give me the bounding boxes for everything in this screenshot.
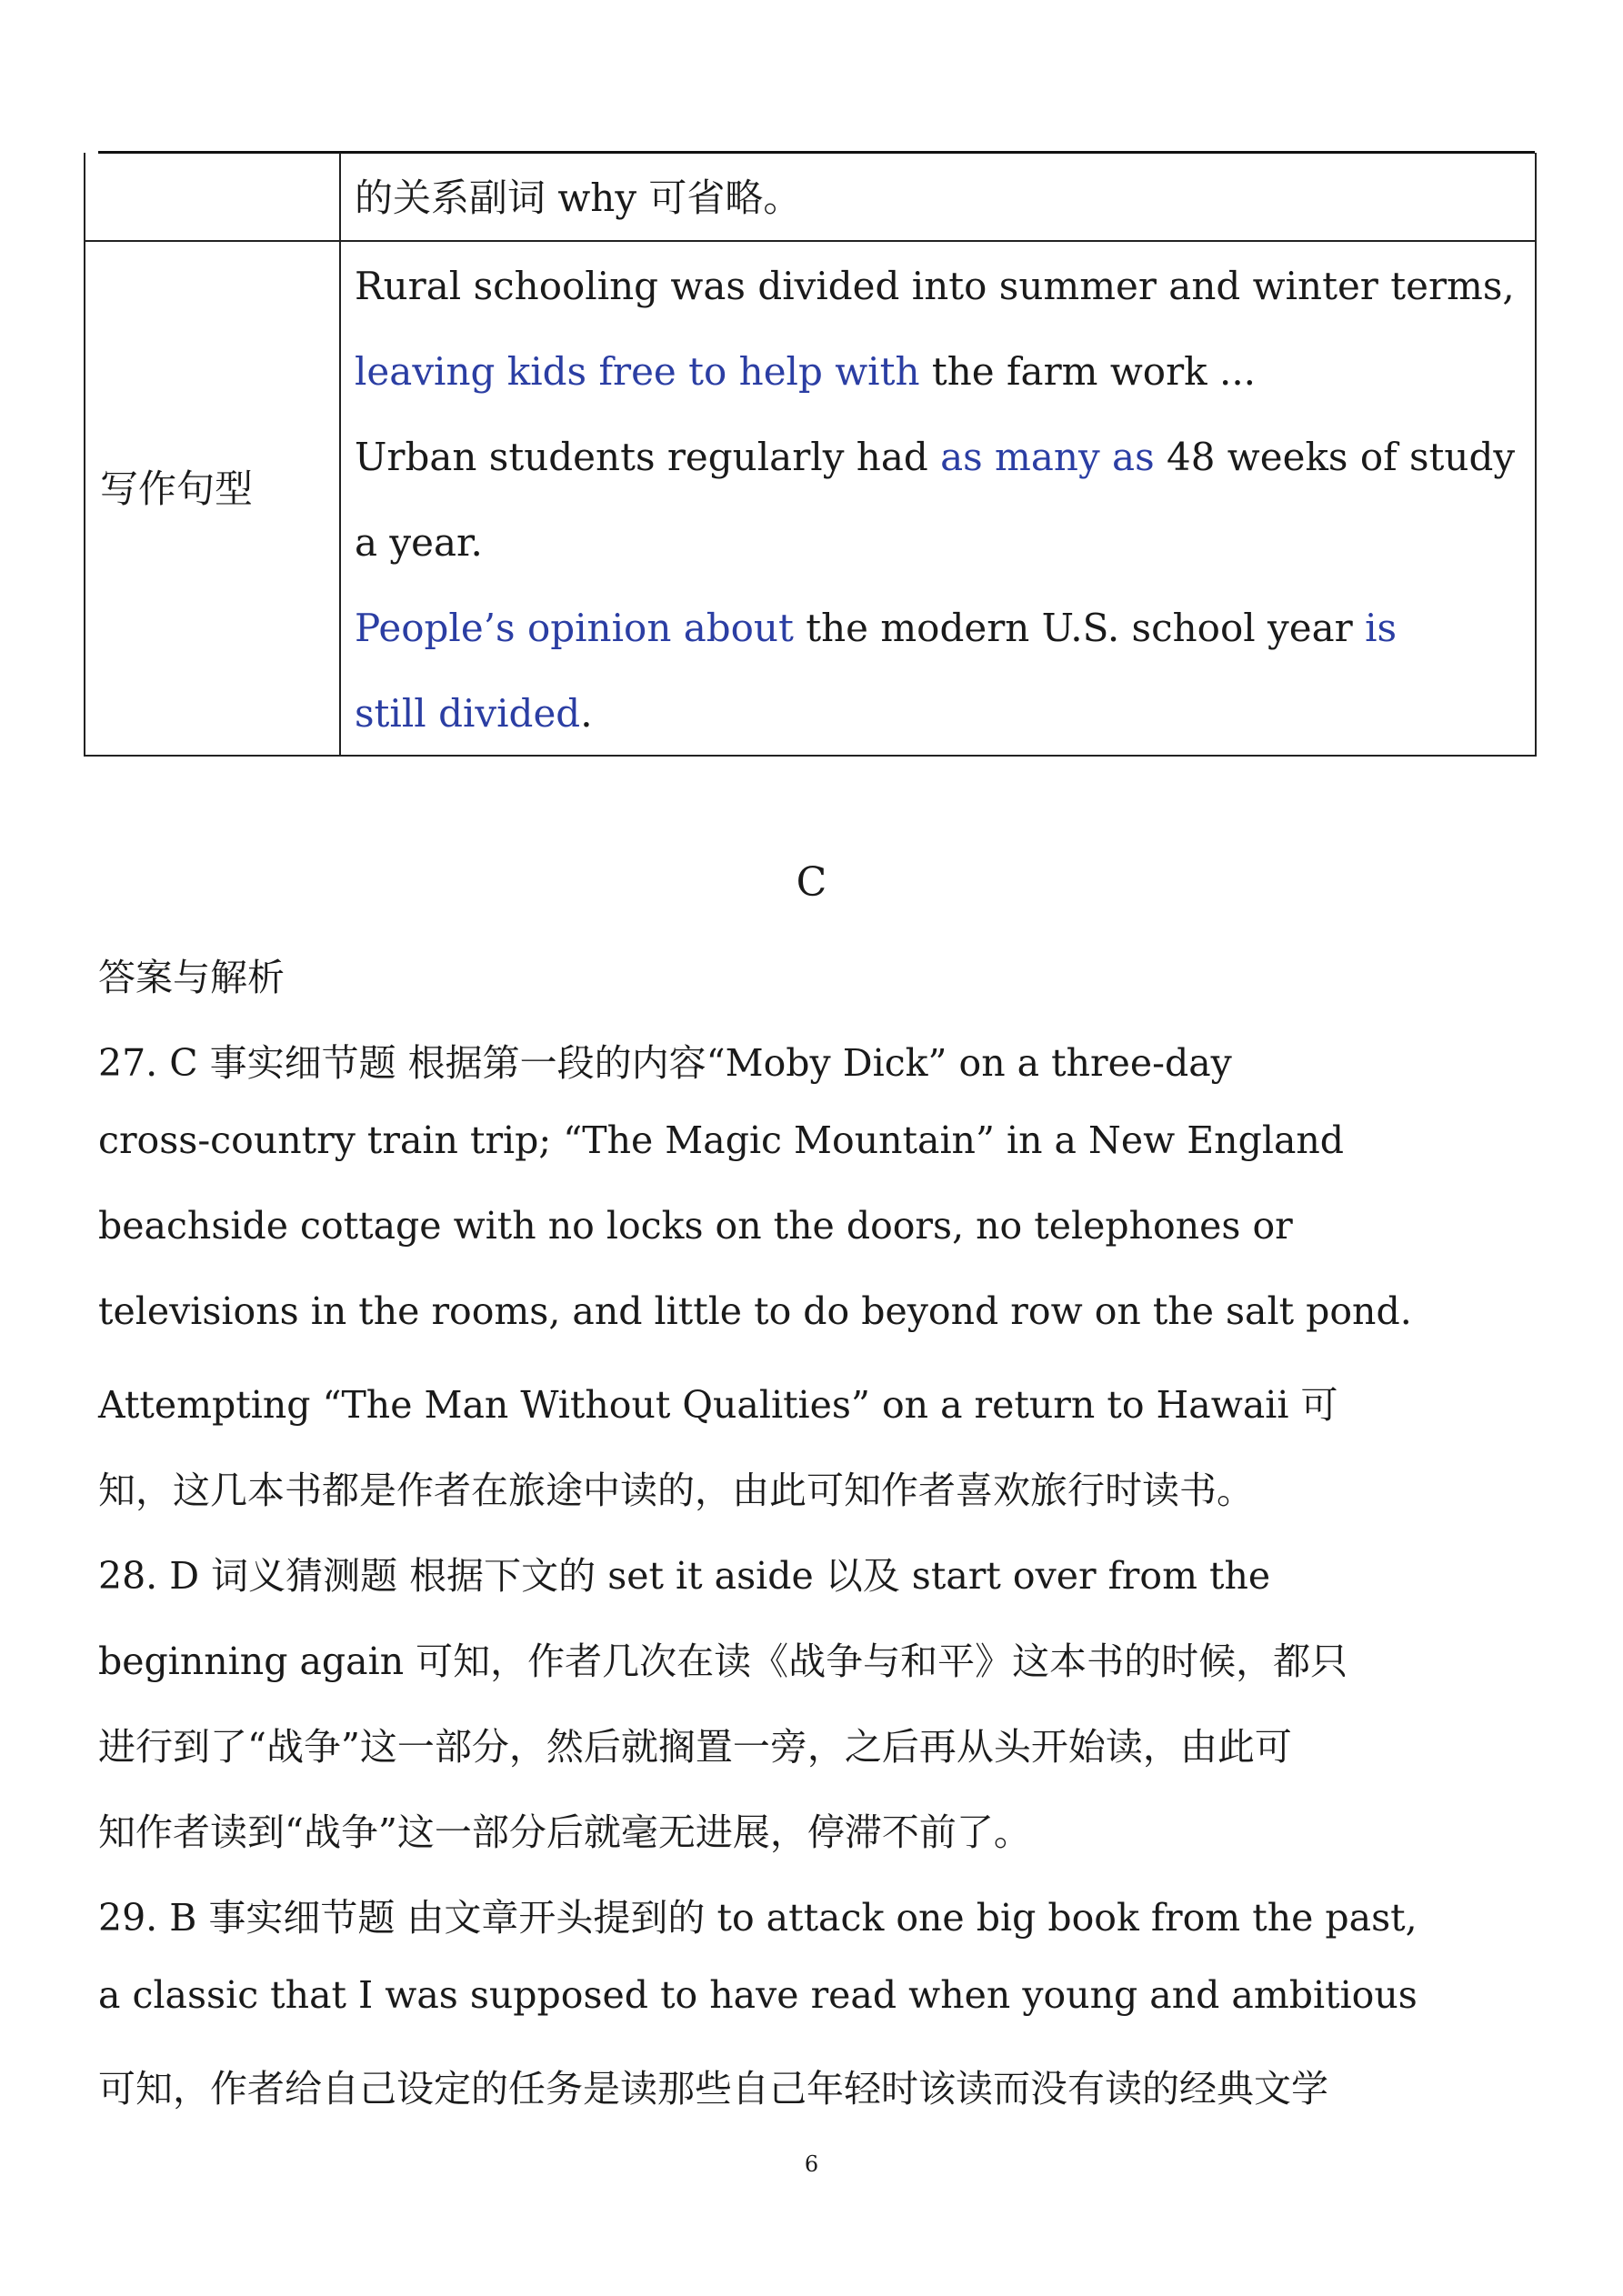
row2-line-6: [355, 671, 593, 757]
row2-line-2: [355, 329, 1256, 415]
highlight-phrase: still divided: [355, 691, 581, 736]
highlight-phrase: leaving kids free to help with: [355, 349, 920, 394]
answer-line: beginning again 可知，作者几次在读《战争与和平》这本书的时候，都只: [98, 1639, 1348, 1683]
table-row-1: [84, 153, 1537, 242]
row2-line-4: a year.: [355, 520, 483, 565]
line-text: .: [580, 691, 593, 736]
answer-line: cross-country train trip; “The Magic Mountain” in a New England: [98, 1118, 1345, 1162]
table-column-divider: [339, 153, 341, 755]
section-heading: C: [796, 859, 827, 906]
line-text: Urban students regularly had: [355, 435, 941, 479]
answer-line: a classic that I was supposed to have read when young and ambitious: [98, 1973, 1418, 2017]
answer-line: Attempting “The Man Without Qualities” on a return to Hawaii 可: [98, 1383, 1338, 1427]
answer-line: beachside cottage with no locks on the doors, no telephones or: [98, 1204, 1293, 1248]
answer-line: 29. B 事实细节题 由文章开头提到的 to attack one big book from the past,: [98, 1896, 1418, 1940]
row2-line-5: [355, 586, 1397, 671]
highlight-phrase: as many as: [940, 435, 1155, 479]
answer-line: 知作者读到“战争”这一部分后就毫无进展，停滞不前了。: [98, 1810, 1031, 1854]
answer-line: 可知，作者给自己设定的任务是读那些自己年轻时该读而没有读的经典文学: [98, 2067, 1328, 2111]
row1-content: 的关系副词 why 可省略。: [355, 175, 802, 220]
line-text: the modern U.S. school year: [793, 606, 1366, 650]
page-number: 6: [804, 2151, 819, 2177]
line-text: the farm work ...: [919, 349, 1257, 394]
highlight-phrase: People’s opinion about: [355, 606, 794, 650]
row2-line-3: [355, 415, 1515, 500]
row2-line-1: Rural schooling was divided into summer and winter terms,: [355, 264, 1515, 308]
answer-line: 28. D 词义猜测题 根据下文的 set it aside 以及 start over from the: [98, 1554, 1271, 1598]
highlight-phrase: is: [1365, 606, 1398, 650]
answer-line: televisions in the rooms, and little to do beyond row on the salt pond.: [98, 1289, 1412, 1333]
section-subheading: 答案与解析: [98, 956, 285, 999]
answer-line: 27. C 事实细节题 根据第一段的内容“Moby Dick” on a three-day: [98, 1041, 1232, 1085]
line-text: 48 weeks of study: [1154, 435, 1516, 479]
answer-line: 进行到了“战争”这一部分，然后就搁置一旁，之后再从头开始读，由此可: [98, 1725, 1292, 1769]
answer-line: 知，这几本书都是作者在旅途中读的，由此可知作者喜欢旅行时读书。: [98, 1469, 1254, 1512]
row2-label: 写作句型: [100, 466, 254, 511]
